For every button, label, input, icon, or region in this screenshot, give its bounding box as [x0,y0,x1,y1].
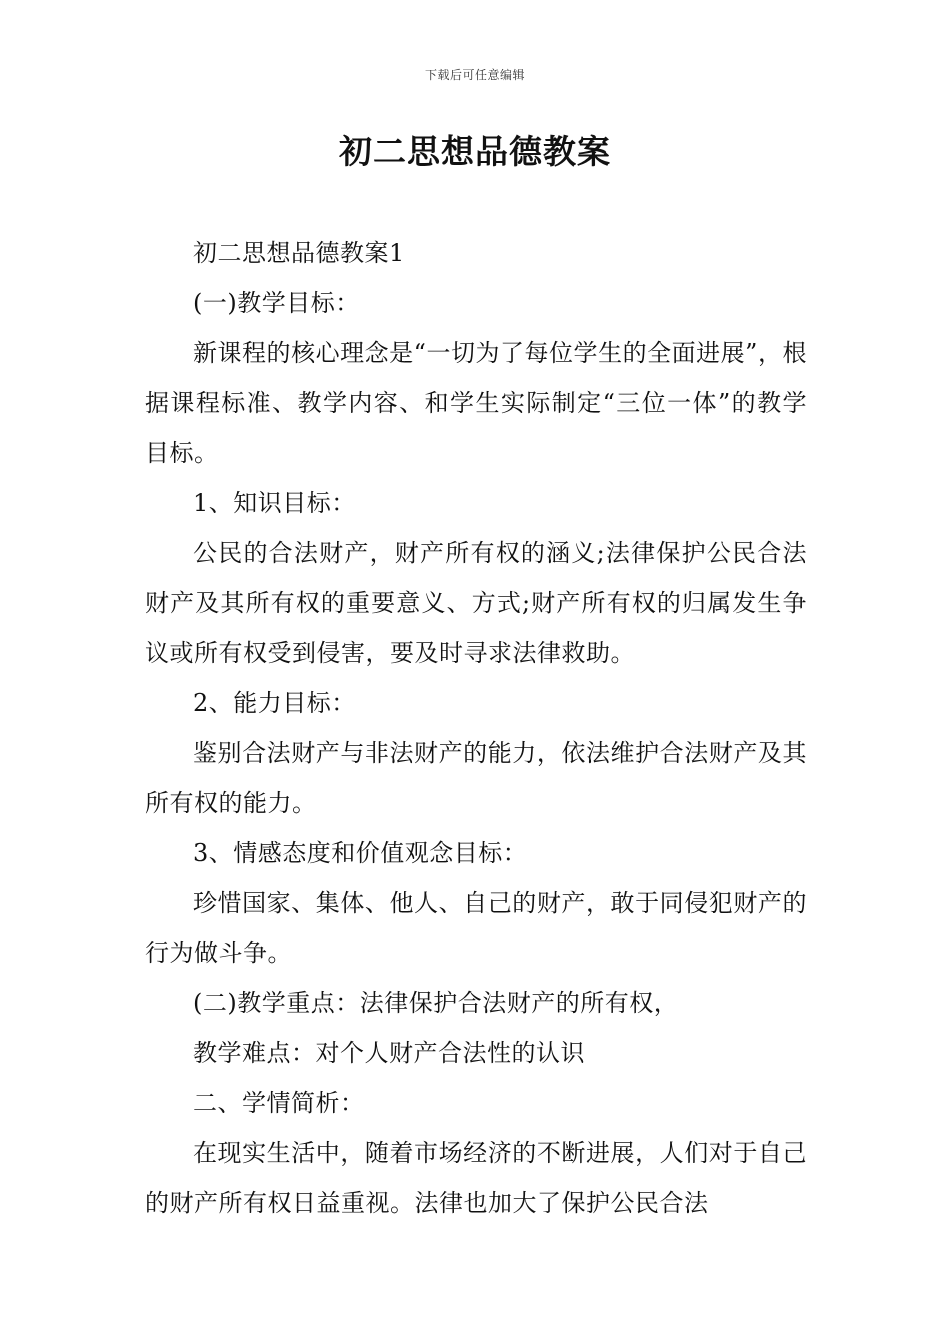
paragraph: 2、能力目标： [193,689,356,717]
document-title: 初二思想品德教案 [339,132,611,171]
paragraph: 3、情感态度和价值观念目标： [193,839,528,867]
paragraph: 鉴别合法财产与非法财产的能力，依法维护合法财产及其所有权的能力。 [145,739,807,817]
paragraph: (一)教学目标： [193,289,360,317]
document-body [145,228,807,1228]
paragraph: 二、学情简析： [193,1089,365,1117]
paragraph: 在现实生活中，随着市场经济的不断进展，人们对于自己的财产所有权日益重视。法律也加大了保护公民合法 [145,1139,807,1217]
paragraph: 珍惜国家、集体、他人、自己的财产，敢于同侵犯财产的行为做斗争。 [145,889,807,967]
paragraph: 公民的合法财产，财产所有权的涵义;法律保护公民合法财产及其所有权的重要意义、方式;财产所有权的归属发生争议或所有权受到侵害，要及时寻求法律救助。 [145,539,807,667]
paragraph: 教学难点：对个人财产合法性的认识 [193,1039,585,1067]
paragraph: 1、知识目标： [193,489,356,517]
paragraph: (二)教学重点：法律保护合法财产的所有权， [193,989,679,1017]
paragraph: 新课程的核心理念是“一切为了每位学生的全面进展”，根据课程标准、教学内容、和学生实际制定“三位一体”的教学目标。 [145,339,807,467]
paragraph: 初二思想品德教案1 [193,239,405,267]
header-note: 下载后可任意编辑 [424,68,525,82]
